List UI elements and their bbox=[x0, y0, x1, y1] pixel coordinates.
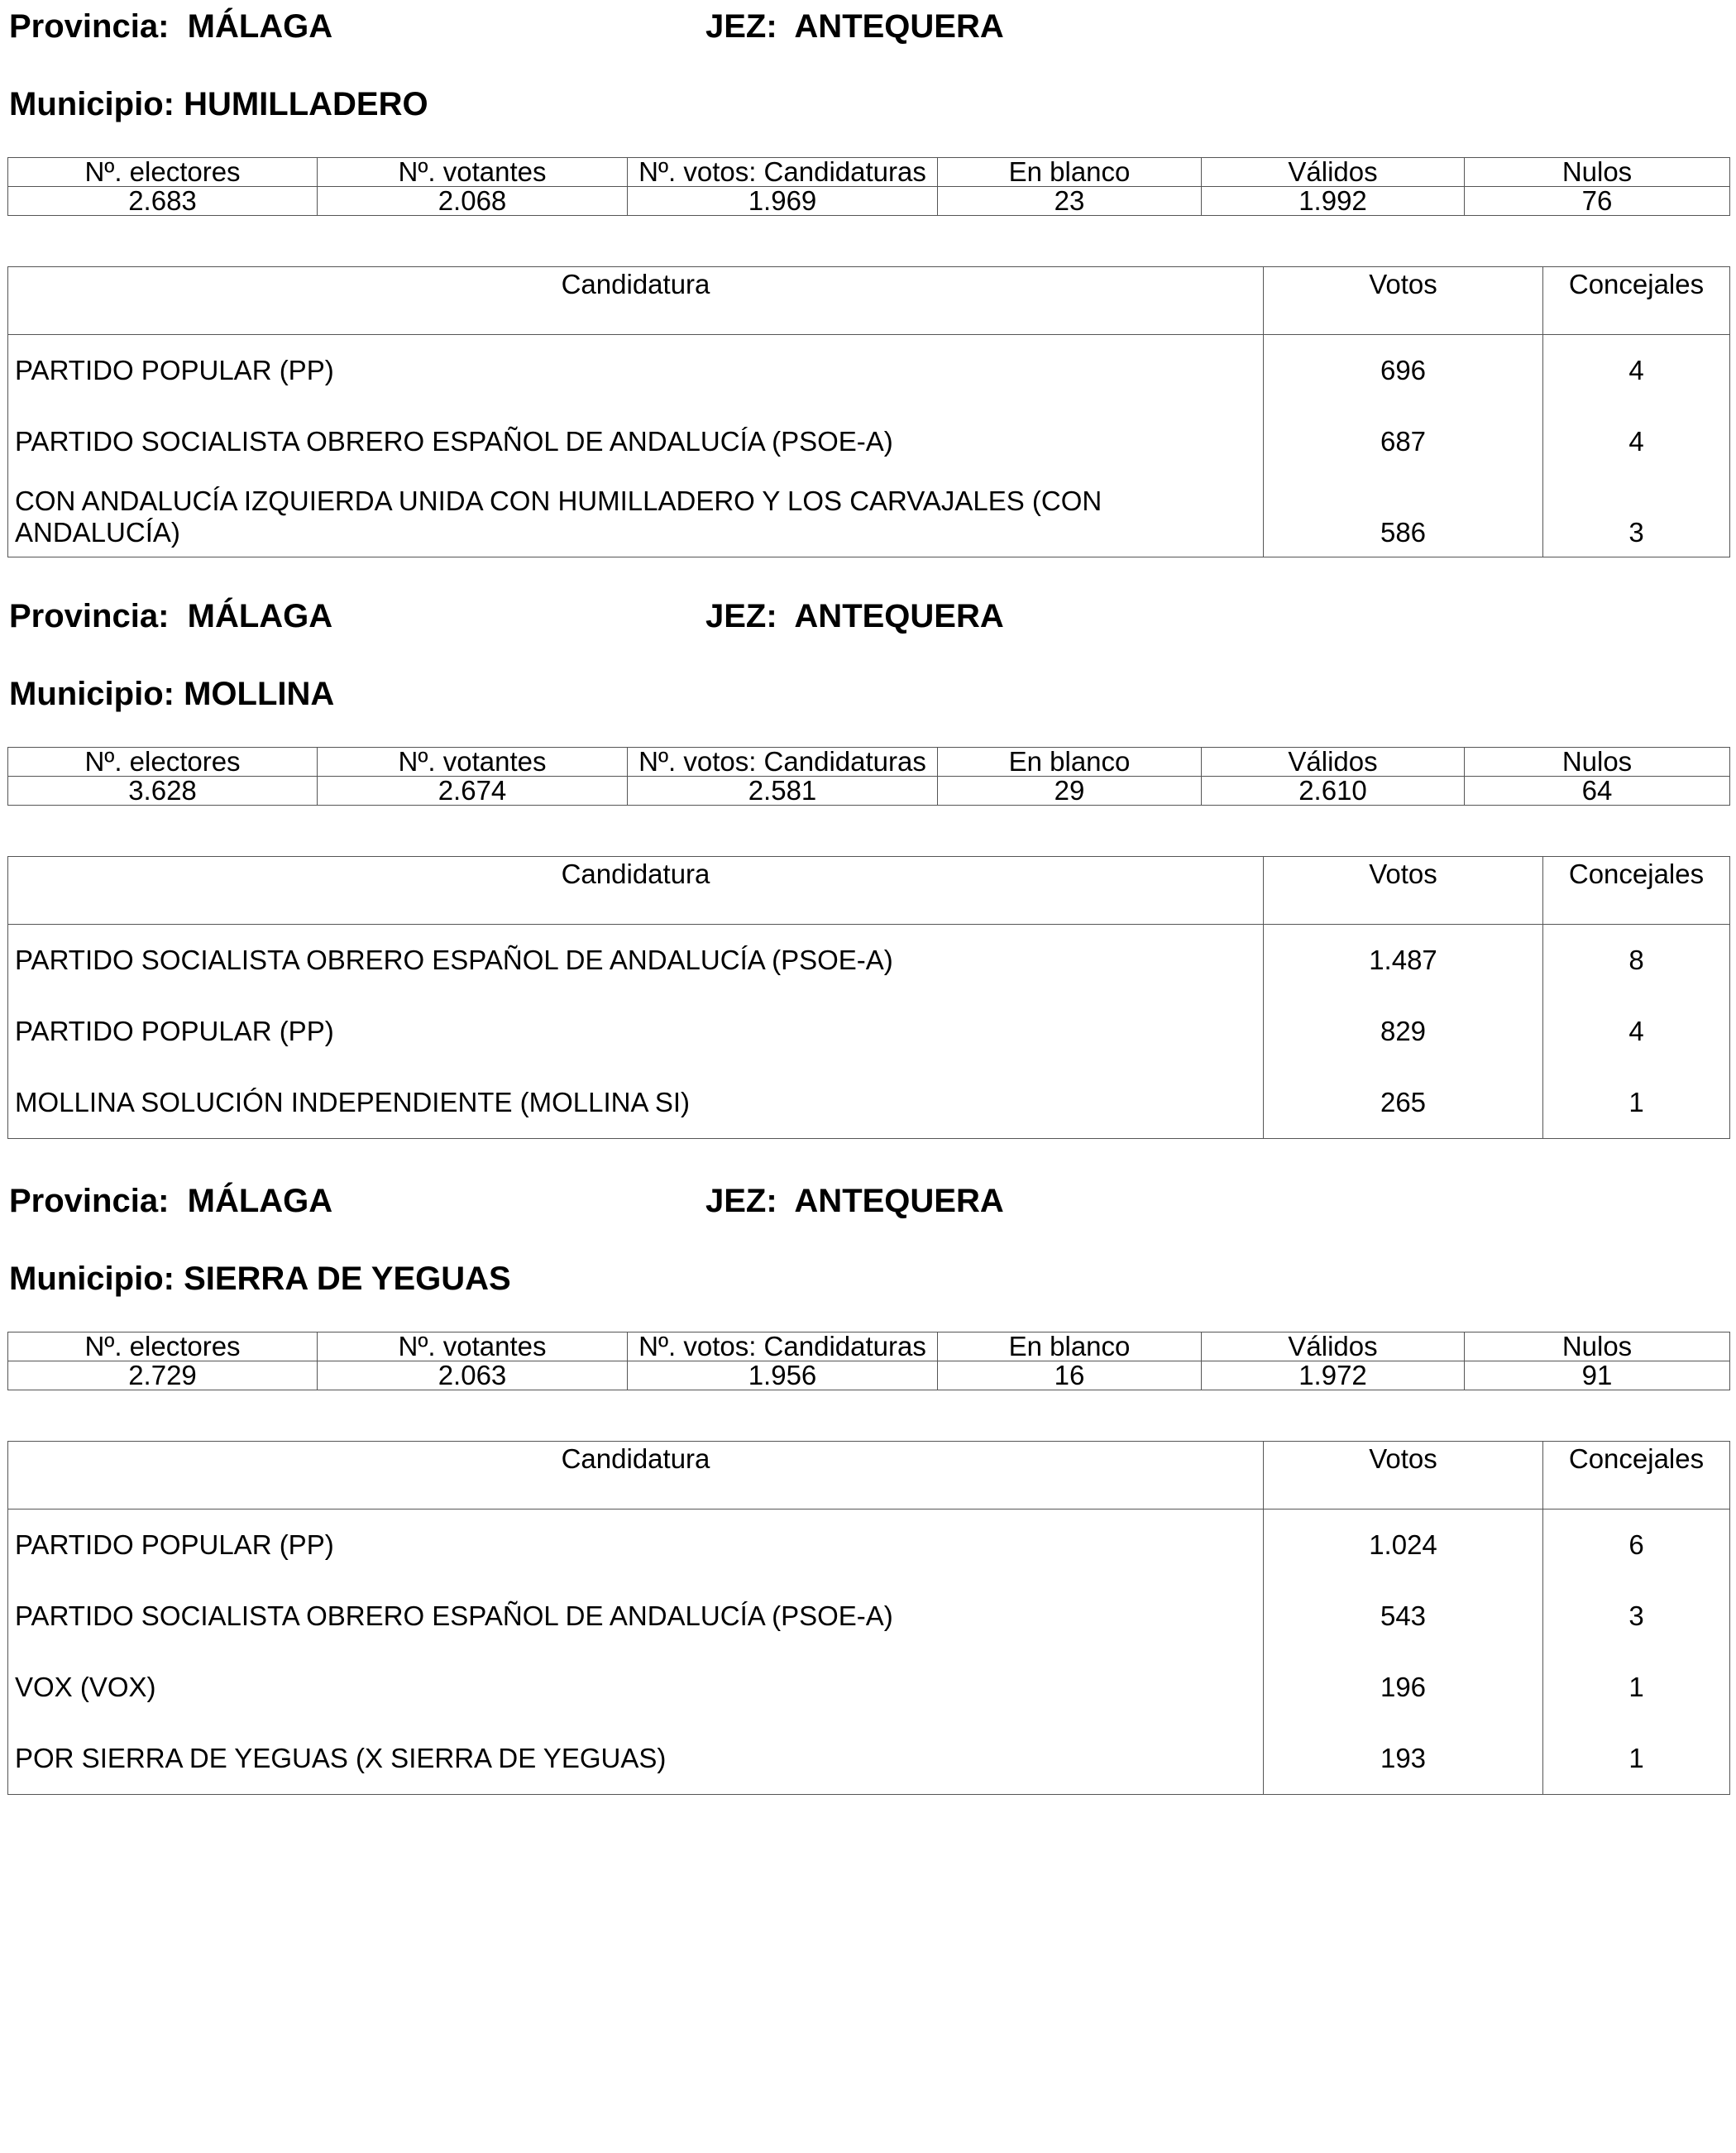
summary-header-cell: Nº. electores bbox=[8, 158, 318, 187]
summary-header-row bbox=[8, 158, 1730, 187]
candidatura-votos: 696 bbox=[1264, 335, 1543, 407]
summary-header-cell: Nulos bbox=[1465, 158, 1730, 187]
candidatura-votos: 196 bbox=[1264, 1652, 1543, 1723]
summary-value-cell: 3.628 bbox=[8, 777, 318, 806]
candidatura-row bbox=[8, 1067, 1730, 1139]
summary-header-cell: Nulos bbox=[1465, 1332, 1730, 1361]
summary-value-cell: 2.068 bbox=[318, 187, 628, 216]
summary-header-cell: Válidos bbox=[1202, 748, 1465, 777]
candidatura-votos: 193 bbox=[1264, 1723, 1543, 1795]
candidatura-row bbox=[8, 1509, 1730, 1581]
summary-header-cell: Nulos bbox=[1465, 748, 1730, 777]
votos-header: Votos bbox=[1264, 857, 1543, 925]
candidatura-header: Candidatura bbox=[8, 1442, 1264, 1509]
summary-header-row bbox=[8, 748, 1730, 777]
summary-value-cell: 16 bbox=[938, 1361, 1202, 1390]
candidatura-row bbox=[8, 1581, 1730, 1652]
summary-value-cell: 76 bbox=[1465, 187, 1730, 216]
candidatura-name: VOX (VOX) bbox=[8, 1652, 1264, 1723]
candidatura-votos: 687 bbox=[1264, 406, 1543, 477]
candidaturas-header-row bbox=[8, 267, 1730, 335]
votos-header: Votos bbox=[1264, 1442, 1543, 1509]
summary-value-cell: 1.992 bbox=[1202, 187, 1465, 216]
summary-value-cell: 1.956 bbox=[628, 1361, 938, 1390]
candidatura-name: PARTIDO SOCIALISTA OBRERO ESPAÑOL DE ANDALUCÍA (PSOE-A) bbox=[8, 925, 1264, 997]
municipio-label: Municipio: HUMILLADERO bbox=[9, 86, 428, 122]
candidatura-concejales: 4 bbox=[1543, 335, 1730, 407]
summary-value-cell: 1.969 bbox=[628, 187, 938, 216]
candidatura-row bbox=[8, 335, 1730, 407]
candidatura-name: MOLLINA SOLUCIÓN INDEPENDIENTE (MOLLINA SI) bbox=[8, 1067, 1264, 1139]
jez-label: JEZ: ANTEQUERA bbox=[705, 8, 1004, 45]
summary-value-row bbox=[8, 1361, 1730, 1390]
summary-header-cell: Nº. votantes bbox=[318, 748, 628, 777]
summary-header-row bbox=[8, 1332, 1730, 1361]
candidatura-concejales: 4 bbox=[1543, 406, 1730, 477]
candidatura-concejales: 1 bbox=[1543, 1652, 1730, 1723]
summary-header-cell: En blanco bbox=[938, 1332, 1202, 1361]
candidatura-name: PARTIDO POPULAR (PP) bbox=[8, 996, 1264, 1067]
summary-header-cell: En blanco bbox=[938, 158, 1202, 187]
summary-header-cell: Nº. votantes bbox=[318, 158, 628, 187]
summary-header-cell: Nº. votos: Candidaturas bbox=[628, 1332, 938, 1361]
summary-value-cell: 2.610 bbox=[1202, 777, 1465, 806]
candidatura-name: CON ANDALUCÍA IZQUIERDA UNIDA CON HUMILLADERO Y LOS CARVAJALES (CON ANDALUCÍA) bbox=[8, 477, 1264, 557]
summary-value-cell: 2.674 bbox=[318, 777, 628, 806]
candidatura-row bbox=[8, 1652, 1730, 1723]
concejales-header: Concejales bbox=[1543, 267, 1730, 335]
summary-header-cell: Nº. votos: Candidaturas bbox=[628, 748, 938, 777]
summary-value-cell: 2.683 bbox=[8, 187, 318, 216]
summary-header-cell: Nº. votantes bbox=[318, 1332, 628, 1361]
summary-value-cell: 23 bbox=[938, 187, 1202, 216]
candidaturas-table bbox=[7, 266, 1730, 557]
concejales-header: Concejales bbox=[1543, 857, 1730, 925]
provincia-label: Provincia: MÁLAGA bbox=[9, 1183, 333, 1219]
candidatura-name: POR SIERRA DE YEGUAS (X SIERRA DE YEGUAS) bbox=[8, 1723, 1264, 1795]
candidatura-row bbox=[8, 477, 1730, 557]
candidatura-votos: 586 bbox=[1264, 477, 1543, 557]
candidaturas-table bbox=[7, 1441, 1730, 1795]
summary-value-cell: 2.063 bbox=[318, 1361, 628, 1390]
jez-label: JEZ: ANTEQUERA bbox=[705, 1183, 1004, 1219]
candidatura-concejales: 3 bbox=[1543, 477, 1730, 557]
summary-table bbox=[7, 747, 1730, 806]
summary-value-cell: 64 bbox=[1465, 777, 1730, 806]
candidatura-row bbox=[8, 406, 1730, 477]
municipio-label: Municipio: SIERRA DE YEGUAS bbox=[9, 1261, 511, 1297]
summary-value-cell: 1.972 bbox=[1202, 1361, 1465, 1390]
municipio-label: Municipio: MOLLINA bbox=[9, 676, 335, 712]
candidatura-concejales: 1 bbox=[1543, 1067, 1730, 1139]
summary-value-cell: 91 bbox=[1465, 1361, 1730, 1390]
concejales-header: Concejales bbox=[1543, 1442, 1730, 1509]
candidatura-votos: 543 bbox=[1264, 1581, 1543, 1652]
summary-header-cell: En blanco bbox=[938, 748, 1202, 777]
candidatura-concejales: 3 bbox=[1543, 1581, 1730, 1652]
candidatura-row bbox=[8, 925, 1730, 997]
candidaturas-table bbox=[7, 856, 1730, 1139]
summary-header-cell: Válidos bbox=[1202, 1332, 1465, 1361]
summary-value-cell: 29 bbox=[938, 777, 1202, 806]
candidatura-header: Candidatura bbox=[8, 857, 1264, 925]
summary-header-cell: Nº. votos: Candidaturas bbox=[628, 158, 938, 187]
votos-header: Votos bbox=[1264, 267, 1543, 335]
summary-value-cell: 2.729 bbox=[8, 1361, 318, 1390]
candidatura-header: Candidatura bbox=[8, 267, 1264, 335]
candidatura-concejales: 6 bbox=[1543, 1509, 1730, 1581]
candidaturas-header-row bbox=[8, 1442, 1730, 1509]
provincia-label: Provincia: MÁLAGA bbox=[9, 598, 333, 634]
summary-header-cell: Nº. electores bbox=[8, 748, 318, 777]
summary-header-cell: Válidos bbox=[1202, 158, 1465, 187]
candidatura-concejales: 4 bbox=[1543, 996, 1730, 1067]
candidatura-name: PARTIDO SOCIALISTA OBRERO ESPAÑOL DE ANDALUCÍA (PSOE-A) bbox=[8, 1581, 1264, 1652]
candidatura-votos: 829 bbox=[1264, 996, 1543, 1067]
candidatura-name: PARTIDO POPULAR (PP) bbox=[8, 335, 1264, 407]
candidatura-votos: 265 bbox=[1264, 1067, 1543, 1139]
summary-table bbox=[7, 157, 1730, 216]
candidatura-votos: 1.487 bbox=[1264, 925, 1543, 997]
candidatura-name: PARTIDO POPULAR (PP) bbox=[8, 1509, 1264, 1581]
candidatura-row bbox=[8, 996, 1730, 1067]
summary-value-row bbox=[8, 187, 1730, 216]
summary-table bbox=[7, 1332, 1730, 1390]
summary-value-cell: 2.581 bbox=[628, 777, 938, 806]
provincia-label: Provincia: MÁLAGA bbox=[9, 8, 333, 45]
candidatura-row bbox=[8, 1723, 1730, 1795]
summary-header-cell: Nº. electores bbox=[8, 1332, 318, 1361]
candidaturas-header-row bbox=[8, 857, 1730, 925]
candidatura-votos: 1.024 bbox=[1264, 1509, 1543, 1581]
summary-value-row bbox=[8, 777, 1730, 806]
candidatura-name: PARTIDO SOCIALISTA OBRERO ESPAÑOL DE ANDALUCÍA (PSOE-A) bbox=[8, 406, 1264, 477]
candidatura-concejales: 1 bbox=[1543, 1723, 1730, 1795]
candidatura-concejales: 8 bbox=[1543, 925, 1730, 997]
jez-label: JEZ: ANTEQUERA bbox=[705, 598, 1004, 634]
